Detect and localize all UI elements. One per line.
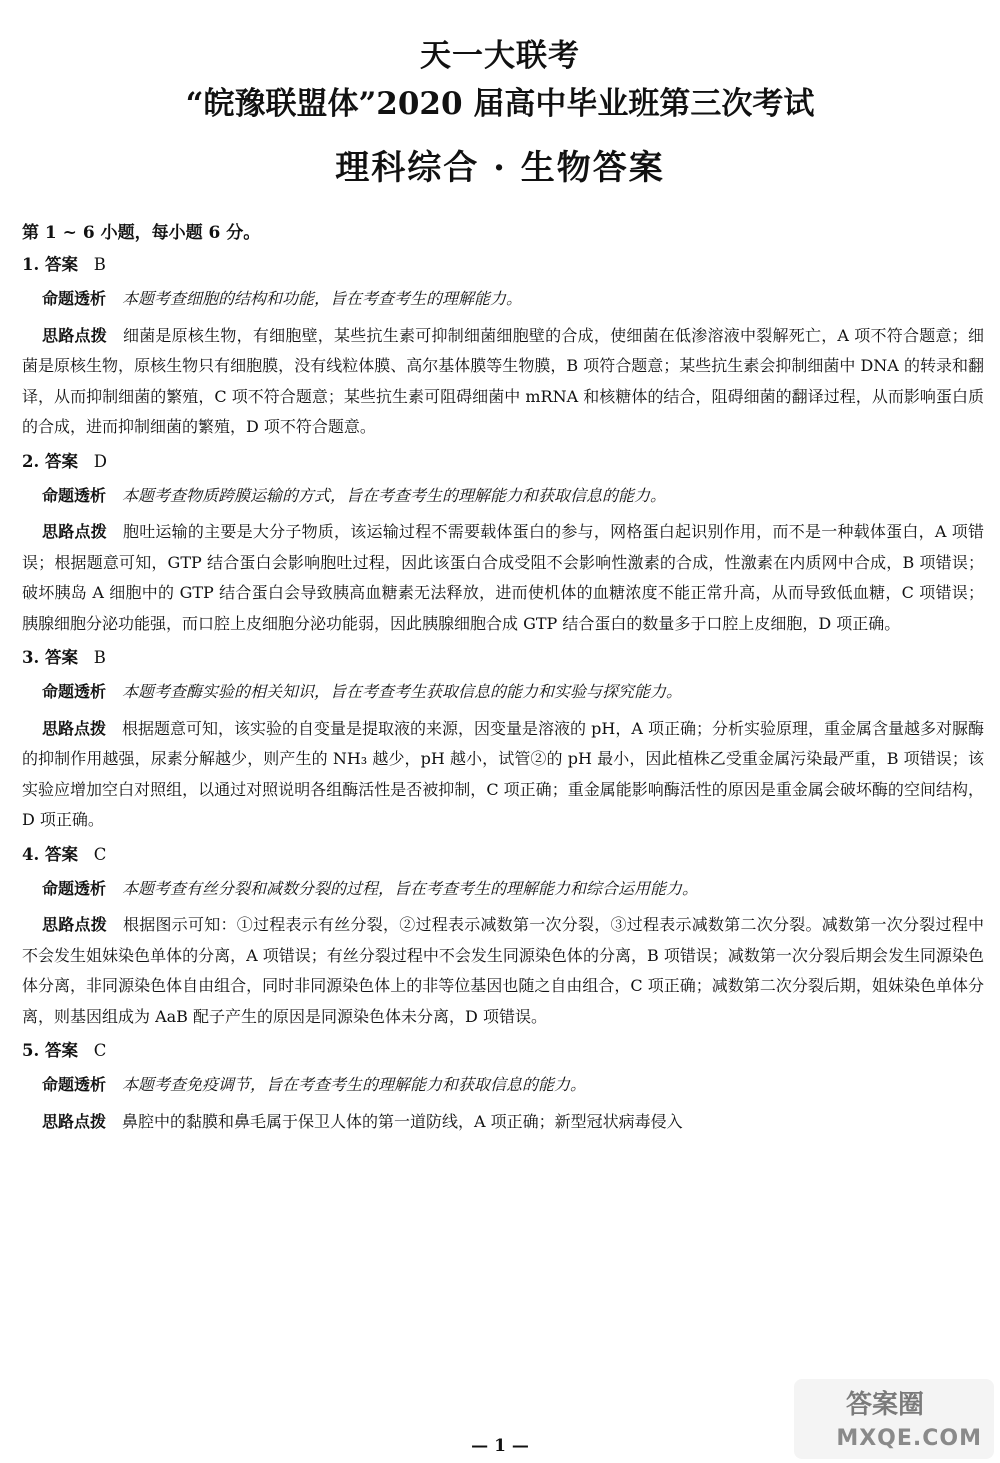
analysis-label: 命题透析	[42, 682, 107, 701]
exam-organizer-title: 天一大联考	[420, 38, 580, 74]
question-number: 2.	[22, 451, 40, 471]
hint-label: 思路点拨	[42, 915, 107, 934]
analysis-label: 命题透析	[42, 878, 107, 898]
answer-label: 答案	[44, 844, 78, 864]
analysis-text: 本题考查免疫调节，旨在考查考生的理解能力和获取信息的能力。	[122, 1075, 587, 1094]
question-heading	[22, 252, 984, 284]
section-intro: 第 1 ~ 6 小题，每小题 6 分。	[22, 223, 261, 243]
hint-text: 胞吐运输的主要是大分子物质，该运输过程不需要载体蛋白的参与，网格蛋白起识别作用，而不是一种载体蛋白，A 项错误；根据题意可知，GTP 结合蛋白会影响胞吐过程，因此该蛋白合成受阻不会影响性激素的合成，性激素在内质网中合成，B 项错误；破坏胰岛 A 细胞中的 GTP 结合蛋白会导致胰高血糖素无法释放，进而使机体的血糖浓度不能正常升高，从而导致低血糖，C 项错误；胰腺细胞分泌功能强，而口腔上皮细胞分泌功能弱，因此胰腺细胞合成 GTP 结合蛋白的数量多于口腔上皮细胞，D 项正确。	[22, 522, 984, 633]
analysis-row	[22, 1070, 984, 1101]
question-1	[22, 252, 984, 443]
subject-title: 理科综合 · 生物答案	[335, 148, 665, 188]
watermark-badge: 答案圈	[845, 1390, 924, 1420]
answer-label: 答案	[44, 648, 78, 667]
analysis-label: 命题透析	[42, 1075, 107, 1094]
hint-row	[22, 714, 984, 836]
analysis-row	[22, 874, 984, 905]
hint-text: 根据图示可知：①过程表示有丝分裂，②过程表示减数第一次分裂，③过程表示减数第二次分裂。减数第一次分裂过程中不会发生姐妹染色单体的分离，A 项错误；有丝分裂过程中不会发生同源染色体的分离，B 项错误；减数第一次分裂后期会发生同源染色体分离，非同源染色体自由组合，同时非同源染色体上的非等位基因也随之自由组合，C 项正确；减数第二次分裂后期，姐妹染色单体分离，则基因组成为 AaB 配子产生的原因是同源染色体未分离，D 项错误。	[22, 915, 984, 1026]
question-heading	[22, 449, 984, 481]
answer-list	[22, 252, 984, 1143]
analysis-row	[22, 677, 984, 708]
hint-label: 思路点拨	[42, 522, 107, 541]
hint-text: 细菌是原核生物，有细胞壁，某些抗生素可抑制细菌细胞壁的合成，使细菌在低渗溶液中裂解死亡，A 项不符合题意；细菌是原核生物，原核生物只有细胞膜，没有线粒体膜、高尔基体膜等生物膜，B 项符合题意；某些抗生素会抑制细菌中 DNA 的转录和翻译，从而抑制细菌的繁殖，C 项不符合题意；某些抗生素可阻碍细菌中 mRNA 和核糖体的结合，阻碍细菌的翻译过程，从而影响蛋白质的合成，进而抑制细菌的繁殖，D 项不符合题意。	[22, 325, 984, 436]
analysis-label: 命题透析	[42, 289, 107, 308]
analysis-text: 本题考查物质跨膜运输的方式，旨在考查考生的理解能力和获取信息的能力。	[122, 485, 667, 505]
page-number: — 1 —	[471, 1436, 529, 1456]
answer-value: B	[93, 255, 106, 274]
question-number: 4.	[22, 844, 40, 864]
hint-row	[22, 517, 984, 639]
question-heading	[22, 842, 984, 874]
watermark-logo	[794, 1379, 994, 1459]
question-number: 3.	[22, 648, 40, 667]
question-number: 5.	[22, 1041, 40, 1060]
hint-label: 思路点拨	[42, 325, 107, 345]
question-3	[22, 645, 984, 836]
answer-label: 答案	[44, 255, 78, 274]
question-heading	[22, 1038, 984, 1070]
analysis-text: 本题考查酶实验的相关知识，旨在考查考生获取信息的能力和实验与探究能力。	[122, 682, 683, 701]
hint-label: 思路点拨	[42, 1111, 107, 1131]
hint-text: 根据题意可知，该实验的自变量是提取液的来源，因变量是溶液的 pH，A 项正确；分析实验原理，重金属含量越多对脲酶的抑制作用越强，尿素分解越少，则产生的 NH₃ 越少，pH 越小，试管②的 pH 最小，因此植株乙受重金属污染最严重，B 项错误；该实验应增加空白对照组，以通过对照说明各组酶活性是否被抑制，C 项正确；重金属能影响酶活性的原因是重金属会破坏酶的空间结构，D 项正确。	[22, 718, 984, 829]
answer-label: 答案	[44, 1041, 78, 1060]
hint-row	[22, 910, 984, 1032]
question-number: 1.	[22, 255, 40, 274]
hint-row	[22, 321, 984, 443]
answer-label: 答案	[44, 451, 78, 471]
analysis-text: 本题考查有丝分裂和减数分裂的过程，旨在考查考生的理解能力和综合运用能力。	[122, 878, 699, 898]
hint-text: 鼻腔中的黏膜和鼻毛属于保卫人体的第一道防线，A 项正确；新型冠状病毒侵入	[122, 1111, 683, 1131]
question-4	[22, 842, 984, 1033]
hint-label: 思路点拨	[42, 718, 107, 738]
analysis-text: 本题考查细胞的结构和功能，旨在考查考生的理解能力。	[122, 289, 523, 308]
answer-value: C	[93, 844, 107, 864]
question-heading	[22, 645, 984, 677]
hint-row	[22, 1107, 984, 1138]
question-5	[22, 1038, 984, 1137]
exam-title: “皖豫联盟体”2020 届高中毕业班第三次考试	[185, 86, 815, 122]
watermark-site: MXQE.COM	[836, 1426, 982, 1451]
answer-value: C	[93, 1041, 107, 1060]
answer-value: D	[93, 451, 107, 471]
analysis-row	[22, 481, 984, 512]
question-2	[22, 449, 984, 640]
analysis-label: 命题透析	[42, 485, 107, 505]
answer-value: B	[93, 648, 106, 667]
analysis-row	[22, 284, 984, 315]
